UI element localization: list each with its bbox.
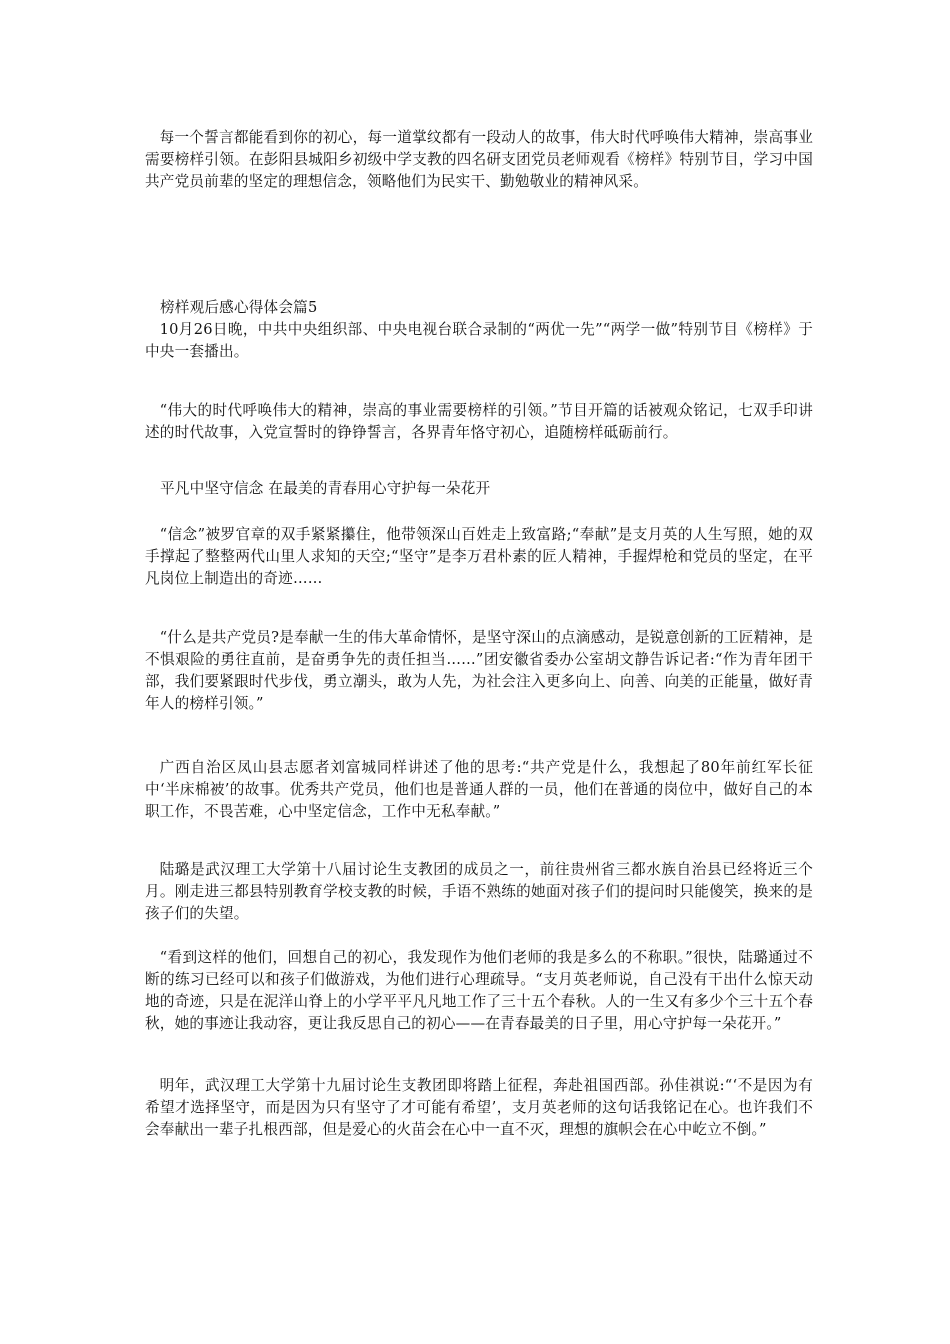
paragraph-broadcast: 10月26日晚，中共中央组织部、中央电视台联合录制的“两优一先”“两学一做”特别节目《榜样》于中央一套播出。 — [145, 321, 813, 360]
paragraph-opening-words: “伟大的时代呼唤伟大的精神，崇高的事业需要榜样的引领。”节目开篇的话被观众铭记，七双手印讲述的时代故事，入党宣誓时的铮铮誓言，各界青年恪守初心，追随榜样砥砺前行。 — [145, 402, 813, 441]
subheading: 平凡中坚守信念 在最美的青春用心守护每一朵花开 — [160, 480, 491, 497]
paragraph-reflection: “看到这样的他们，回想自己的初心，我发现作为他们老师的我是多么的不称职。”很快，陆璐通过不断的练习已经可以和孩子们做游戏，为他们进行心理疏导。“支月英老师说，自己没有干出什么惊天动地的奇迹，只是在泥洋山脊上的小学平平凡凡地工作了三十五个春秋。人的一生又有多少个三十五个春秋，她的事迹让我动容，更让我反思自己的初心——在青春最美的日子里，用心守护每一朵花开。” — [145, 949, 813, 1032]
section-title: 榜样观后感心得体会篇5 — [160, 299, 318, 316]
paragraph-belief: “信念”被罗官章的双手紧紧攥住，他带领深山百姓走上致富路;“奉献”是支月英的人生写照，她的双手撑起了整整两代山里人求知的天空;“坚守”是李万君朴素的匠人精神，手握焊枪和党员的坚定，在平凡岗位上制造出的奇迹…… — [145, 526, 813, 587]
paragraph-lulu: 陆璐是武汉理工大学第十八届讨论生支教团的成员之一，前往贵州省三都水族自治县已经将近三个月。刚走进三都县特别教育学校支教的时候，手语不熟练的她面对孩子们的提问时只能傻笑，换来的是孩子们的失望。 — [145, 861, 813, 922]
intro-paragraph: 每一个誓言都能看到你的初心，每一道掌纹都有一段动人的故事，伟大时代呼唤伟大精神，崇高事业需要榜样引领。在彭阳县城阳乡初级中学支教的四名研支团党员老师观看《榜样》特别节目，学习中国共产党员前辈的坚定的理想信念，领略他们为民实干、勤勉敬业的精神风采。 — [145, 129, 813, 190]
paragraph-guangxi-volunteer: 广西自治区凤山县志愿者刘富城同样讲述了他的思考:“共产党是什么，我想起了80年前红军长征中‘半床棉被’的故事。优秀共产党员，他们也是普通人群的一员，他们在普通的岗位中，做好自己的本职工作，不畏苦难，心中坚定信念，工作中无私奉献。” — [145, 759, 813, 820]
paragraph-next-year: 明年，武汉理工大学第十九届讨论生支教团即将踏上征程，奔赴祖国西部。孙佳祺说:“‘不是因为有希望才选择坚守，而是因为只有坚守了才可能有希望’，支月英老师的这句话我铭记在心。也许我们不会奉献出一辈子扎根西部，但是爱心的火苗会在心中一直不灭，理想的旗帜会在心中屹立不倒。” — [145, 1077, 813, 1138]
paragraph-what-is-party-member: “什么是共产党员?是奉献一生的伟大革命情怀，是坚守深山的点滴感动，是锐意创新的工匠精神，是不惧艰险的勇往直前，是奋勇争先的责任担当……”团安徽省委办公室胡文静告诉记者:“作为青年团干部，我们要紧跟时代步伐，勇立潮头，敢为人先，为社会注入更多向上、向善、向美的正能量，做好青年人的榜样引领。” — [145, 629, 813, 712]
